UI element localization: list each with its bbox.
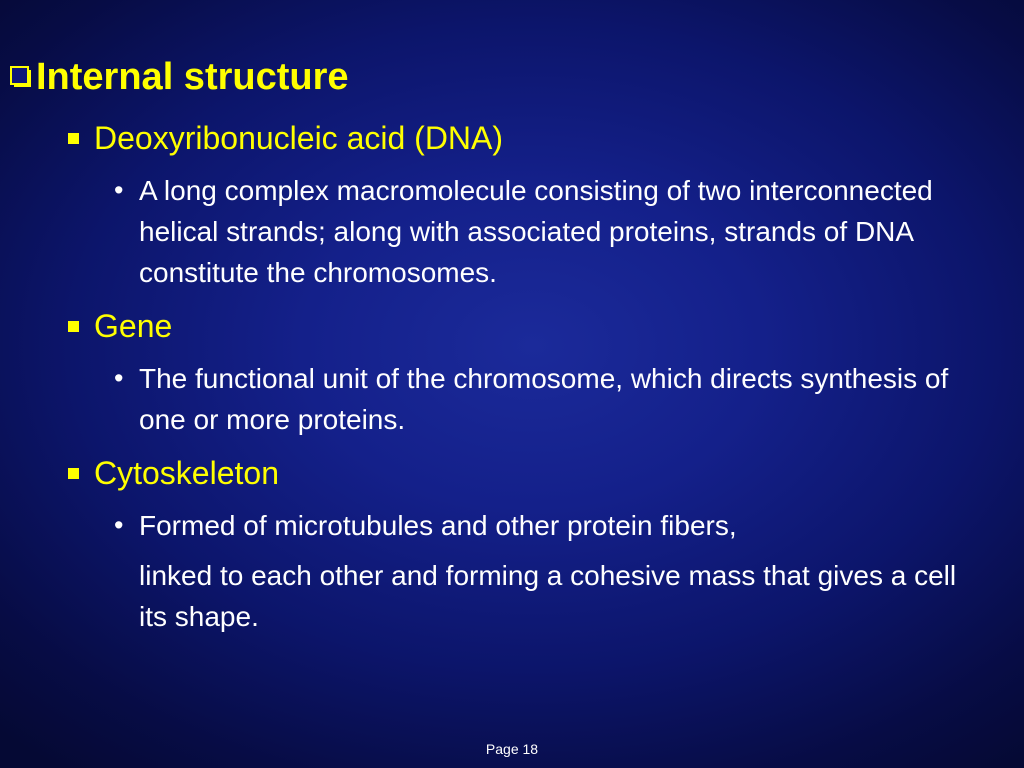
dot-bullet-icon: • (114, 175, 124, 205)
bullet-item-gene (68, 306, 172, 346)
bullet-item-cytoskeleton (68, 453, 279, 493)
bullet-heading: Cytoskeleton (94, 455, 279, 491)
sub-bullet-item (114, 505, 964, 546)
dot-bullet-icon: • (114, 363, 124, 393)
bullet-heading: Gene (94, 308, 173, 344)
square-bullet-icon (68, 133, 79, 144)
sub-bullet-text: Formed of microtubules and other protein fibers, (139, 510, 737, 541)
sub-bullet-text: A long complex macromolecule consisting of two interconnected helical strands; along with associated proteins, strands of DNA constitute the chromosomes. (139, 175, 933, 288)
square-bullet-icon (68, 468, 79, 479)
page-number: Page 18 (485, 741, 539, 757)
dot-bullet-icon: • (114, 510, 124, 540)
sub-bullet-item (114, 358, 964, 440)
square-bullet-icon (68, 321, 79, 332)
bullet-heading: Deoxyribonucleic acid (DNA) (94, 120, 504, 156)
slide-title: Internal structure (36, 56, 349, 98)
sub-bullet-continuation: linked to each other and forming a cohesive mass that gives a cell its shape. (139, 560, 957, 632)
bullet-item-dna (68, 118, 503, 158)
sub-bullet-item (114, 170, 964, 293)
sub-bullet-text: The functional unit of the chromosome, which directs synthesis of one or more proteins. (139, 363, 949, 435)
checkbox-bullet-icon (10, 66, 32, 88)
slide-title-row (10, 54, 349, 100)
